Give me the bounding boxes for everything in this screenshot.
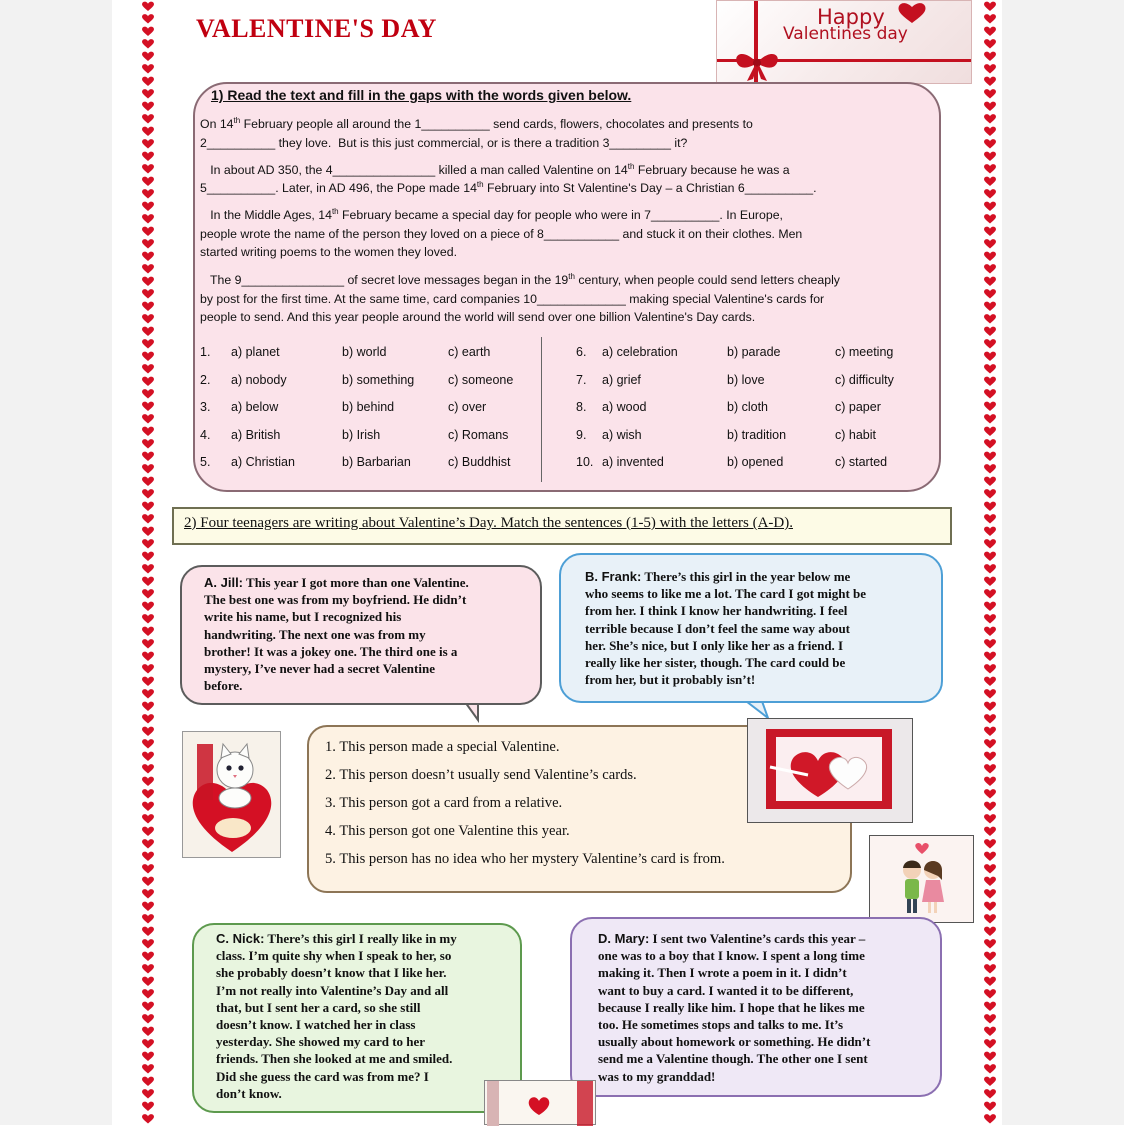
mary-line: because I really like him. I hope that he likes me bbox=[598, 999, 865, 1015]
frank-line: from her. I think I know her handwriting. I feel bbox=[585, 603, 848, 619]
paragraph-line bbox=[200, 134, 687, 152]
paragraph-text: 2__________ they love. But is this just commercial, or is there a tradition 3_________ it? bbox=[200, 136, 688, 150]
answer-option: b) love bbox=[727, 373, 765, 387]
nick-line: I’m not really into Valentine’s Day and all bbox=[216, 982, 449, 998]
answer-option: a) nobody bbox=[231, 373, 287, 387]
answer-option: a) celebration bbox=[602, 345, 678, 359]
answer-option: a) invented bbox=[602, 455, 664, 469]
ordinal-suffix: th bbox=[331, 206, 339, 216]
cartoon-couple-picture bbox=[869, 835, 974, 923]
statement-1: 1. This person made a special Valentine. bbox=[325, 739, 560, 755]
nick-text bbox=[216, 930, 457, 1102]
mary-line: send me a Valentine though. The other one I sent bbox=[598, 1051, 868, 1067]
answer-option: b) opened bbox=[727, 455, 784, 469]
paragraph-text: In the Middle Ages, 14 bbox=[200, 208, 332, 222]
nick-line: don’t know. bbox=[216, 1085, 282, 1101]
answer-option: a) grief bbox=[602, 373, 641, 387]
jill-line: before. bbox=[204, 678, 243, 694]
ordinal-suffix: th bbox=[476, 179, 484, 189]
mary-line: too. He sometimes stops and talks to me. It’s bbox=[598, 1017, 844, 1033]
frank-line: terrible because I don’t feel the same way about bbox=[585, 620, 851, 636]
paragraph-text: century, when people could send letters cheaply bbox=[574, 273, 840, 287]
banner-valentines-day-text: Valentines day bbox=[783, 24, 908, 44]
mary-line: one was to a boy that I know. I spent a long time bbox=[598, 948, 865, 964]
statement-5: 5. This person has no idea who her mystery Valentine’s card is from. bbox=[325, 851, 725, 867]
left-heart-border bbox=[141, 0, 155, 1125]
mary-line: want to buy a card. I wanted it to be different, bbox=[598, 982, 854, 998]
answer-option: b) behind bbox=[342, 400, 395, 414]
ordinal-suffix: th bbox=[627, 161, 635, 171]
paragraph-text: February into St Valentine's Day – a Christian 6__________. bbox=[483, 181, 817, 195]
frank-label: B. Frank: bbox=[585, 569, 642, 584]
section1-heading: 1) Read the text and fill in the gaps with the words given below. bbox=[211, 87, 632, 103]
small-heart-card-picture bbox=[484, 1080, 596, 1125]
jill-line: write his name, but I recognized his bbox=[204, 609, 402, 625]
paragraph-line bbox=[200, 161, 790, 179]
paragraph-line bbox=[200, 179, 817, 197]
nick-line: Did she guess the card was from me? I bbox=[216, 1068, 429, 1084]
page-title: VALENTINE'S DAY bbox=[196, 14, 437, 43]
jill-line: handwriting. The next one was from my bbox=[204, 626, 426, 642]
frank-line: from her, but it probably isn’t! bbox=[585, 672, 756, 688]
nick-line: doesn’t know. I watched her in class bbox=[216, 1017, 416, 1033]
jill-line: brother! It was a jokey one. The third one is a bbox=[204, 643, 458, 659]
mary-line: I sent two Valentine’s cards this year – bbox=[649, 931, 866, 946]
paragraph-line bbox=[200, 308, 755, 326]
paragraph-text: people to send. And this year people around the world will send over one billion Valentine's Day cards. bbox=[200, 310, 756, 324]
kitten-valentine-card-picture bbox=[182, 731, 281, 858]
answer-option: c) started bbox=[835, 455, 888, 469]
option-number: 5. bbox=[200, 455, 211, 469]
statement-4: 4. This person got one Valentine this year. bbox=[325, 823, 570, 839]
nick-line: There’s this girl I really like in my bbox=[264, 931, 457, 946]
option-number: 3. bbox=[200, 400, 211, 414]
answer-option: c) Romans bbox=[448, 428, 509, 442]
jill-text bbox=[204, 574, 469, 694]
frank-line: really like her sister, though. The card could be bbox=[585, 655, 846, 671]
answer-option: b) Irish bbox=[342, 428, 381, 442]
options-divider bbox=[541, 337, 542, 482]
heart-icon bbox=[895, 1, 929, 25]
answer-option: c) over bbox=[448, 400, 487, 414]
nick-line: class. I’m quite shy when I speak to her, so bbox=[216, 948, 452, 964]
option-number: 9. bbox=[576, 428, 587, 442]
jill-line: mystery, I’ve never had a secret Valentine bbox=[204, 661, 435, 677]
answer-option: c) difficulty bbox=[835, 373, 894, 387]
happy-valentines-banner bbox=[716, 0, 972, 84]
paragraph-text: started writing poems to the women they loved. bbox=[200, 245, 457, 259]
answer-option: a) Christian bbox=[231, 455, 295, 469]
mary-line: making it. Then I wrote a poem in it. I didn’t bbox=[598, 965, 847, 981]
frank-line: who seems to like me a lot. The card I got might be bbox=[585, 586, 867, 602]
answer-option: c) habit bbox=[835, 428, 876, 442]
paragraph-text: people wrote the name of the person they loved on a piece of 8___________ and stuck it on their clothes. Men bbox=[200, 227, 803, 241]
paragraph-line bbox=[200, 115, 753, 133]
banner-happy-text: Happy bbox=[817, 5, 885, 29]
answer-option: b) something bbox=[342, 373, 415, 387]
paragraph-text: On 14 bbox=[200, 117, 234, 131]
paragraph-line bbox=[200, 206, 783, 224]
paragraph-text: February became a special day for people who were in 7__________. In Europe, bbox=[338, 208, 783, 222]
mary-label: D. Mary: bbox=[598, 931, 650, 946]
answer-option: b) Barbarian bbox=[342, 455, 411, 469]
answer-option: a) planet bbox=[231, 345, 280, 359]
answer-option: b) parade bbox=[727, 345, 781, 359]
answer-option: a) wish bbox=[602, 428, 642, 442]
mary-text bbox=[598, 930, 870, 1085]
option-number: 1. bbox=[200, 345, 211, 359]
statement-3: 3. This person got a card from a relative. bbox=[325, 795, 563, 811]
option-number: 2. bbox=[200, 373, 211, 387]
paragraph-text: February because he was a bbox=[634, 163, 790, 177]
option-number: 6. bbox=[576, 345, 587, 359]
nick-label: C. Nick: bbox=[216, 931, 265, 946]
nick-line: that, but I sent her a card, so she still bbox=[216, 999, 421, 1015]
nick-line: she probably doesn’t know that I like her. bbox=[216, 965, 447, 981]
paragraph-text: In about AD 350, the 4_______________ killed a man called Valentine on 14 bbox=[200, 163, 628, 177]
frank-text bbox=[585, 568, 866, 688]
ribbon-bow-icon bbox=[731, 45, 783, 81]
handmade-heart-card-picture bbox=[747, 718, 913, 823]
jill-line: The best one was from my boyfriend. He didn’t bbox=[204, 592, 467, 608]
ordinal-suffix: th bbox=[568, 271, 575, 281]
answer-option: c) Buddhist bbox=[448, 455, 511, 469]
paragraph-line bbox=[200, 225, 802, 243]
paragraph-line bbox=[200, 243, 457, 261]
answer-option: b) cloth bbox=[727, 400, 768, 414]
answer-option: a) below bbox=[231, 400, 279, 414]
nick-line: friends. Then she looked at me and smiled. bbox=[216, 1051, 453, 1067]
answer-option: c) someone bbox=[448, 373, 514, 387]
answer-option: a) wood bbox=[602, 400, 647, 414]
answer-option: c) earth bbox=[448, 345, 491, 359]
answer-option: a) British bbox=[231, 428, 281, 442]
frank-line: There’s this girl in the year below me bbox=[641, 569, 851, 584]
paragraph-text: by post for the first time. At the same time, card companies 10_____________ making special Valentine's cards for bbox=[200, 292, 825, 306]
mary-line: usually about homework or something. He didn’t bbox=[598, 1034, 871, 1050]
right-heart-border bbox=[983, 0, 997, 1125]
paragraph-line bbox=[200, 271, 840, 289]
answer-option: c) paper bbox=[835, 400, 881, 414]
mary-line: was to my granddad! bbox=[598, 1068, 716, 1084]
answer-option: b) tradition bbox=[727, 428, 787, 442]
frank-line: her. She’s nice, but I only like her as a friend. I bbox=[585, 637, 844, 653]
answer-option: c) meeting bbox=[835, 345, 894, 359]
paragraph-text: The 9_______________ of secret love messages began in the 19 bbox=[200, 273, 569, 287]
jill-label: A. Jill: bbox=[204, 575, 244, 590]
option-number: 7. bbox=[576, 373, 587, 387]
nick-line: yesterday. She showed my card to her bbox=[216, 1034, 426, 1050]
section2-heading: 2) Four teenagers are writing about Valentine’s Day. Match the sentences (1-5) with the letters (A-D). bbox=[184, 515, 793, 531]
jill-line: This year I got more than one Valentine. bbox=[243, 575, 469, 590]
option-number: 4. bbox=[200, 428, 211, 442]
option-number: 8. bbox=[576, 400, 587, 414]
option-number: 10. bbox=[576, 455, 594, 469]
paragraph-line bbox=[200, 290, 824, 308]
statement-2: 2. This person doesn’t usually send Valentine’s cards. bbox=[325, 767, 637, 783]
answer-option: b) world bbox=[342, 345, 387, 359]
paragraph-text: 5__________. Later, in AD 496, the Pope made 14 bbox=[200, 181, 477, 195]
paragraph-text: February people all around the 1__________ send cards, flowers, chocolates and presents to bbox=[240, 117, 753, 131]
ordinal-suffix: th bbox=[233, 115, 241, 125]
